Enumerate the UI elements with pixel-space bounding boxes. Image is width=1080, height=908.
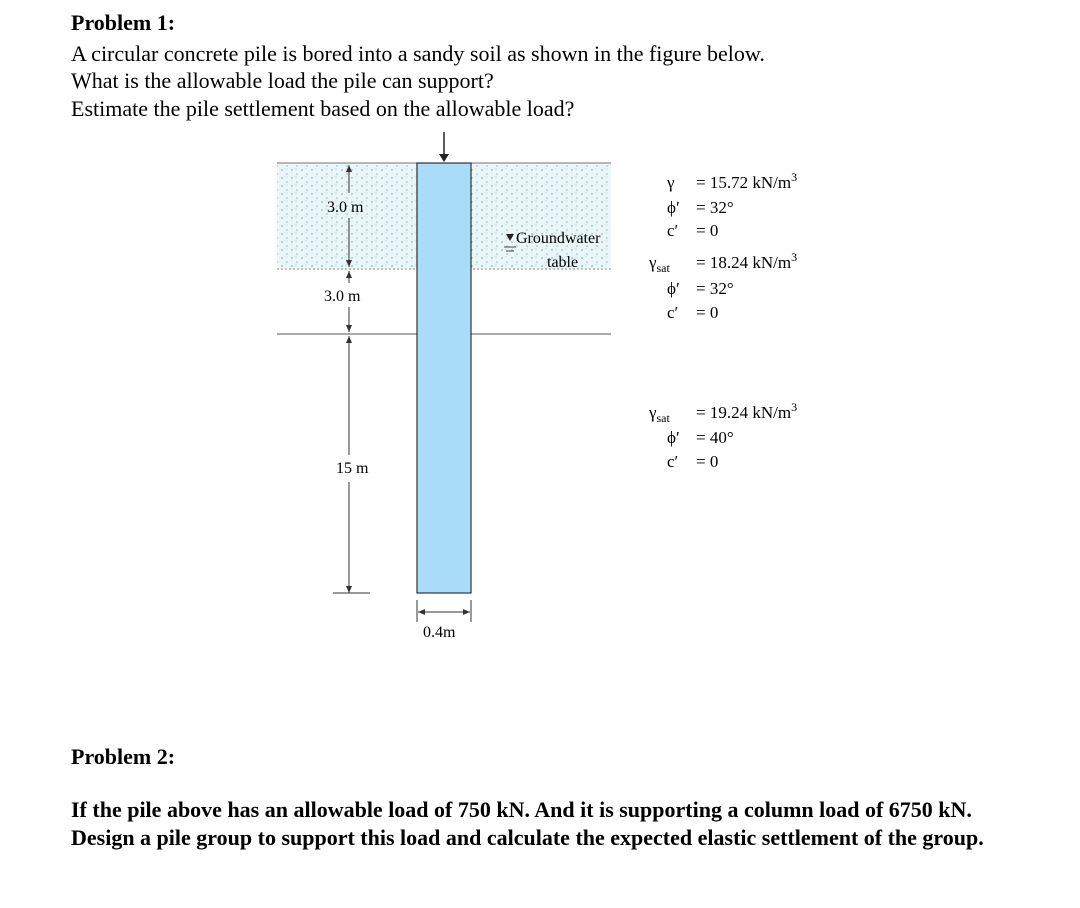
layer3-c-symbol: c′: [667, 452, 679, 471]
dim-label-top: 3.0 m: [327, 199, 364, 216]
layer1-c-value: = 0: [696, 221, 719, 240]
svg-text:= 15.72 kN/m3: [696, 170, 797, 192]
dim-label-middle: 3.0 m: [324, 288, 361, 305]
pile-diameter-label: 0.4m: [423, 624, 456, 641]
layer3-gamma-value: = 19.24 kN/m: [696, 403, 792, 422]
svg-text:= 18.24 kN/m3: [696, 250, 797, 272]
layer1-cube: 3: [791, 170, 798, 184]
layer1-phi-symbol: ϕ′: [667, 198, 680, 217]
problem1-line-2: What is the allowable load the pile can support?: [71, 68, 494, 93]
pile-shaft: [417, 163, 471, 593]
layer3-gamma-sub: sat: [656, 411, 670, 425]
dimension-diameter: [417, 600, 471, 622]
layer1-phi-value: = 32°: [696, 198, 734, 217]
problem2-title: Problem 2:: [71, 744, 176, 769]
layer2-c-value: = 0: [696, 303, 719, 322]
svg-text:γsat: [648, 253, 671, 275]
layer2-cube: 3: [791, 250, 798, 264]
svg-text:= 19.24 kN/m3: [696, 400, 797, 422]
layer3-phi-value: = 40°: [696, 428, 734, 447]
layer2-gamma-symbol: γ: [649, 253, 657, 272]
layer3-c-value: = 0: [696, 452, 719, 471]
svg-text:γsat: [648, 403, 671, 425]
problem1-title: Problem 1:: [71, 10, 176, 35]
sand-layer-right: [471, 163, 611, 269]
layer2-gamma-value: = 18.24 kN/m: [696, 253, 792, 272]
layer1-c-symbol: c′: [667, 221, 679, 240]
groundwater-label-line2: table: [547, 254, 579, 271]
sand-layer-left: [277, 163, 417, 269]
layer3-phi-symbol: ϕ′: [667, 428, 680, 447]
layer3-gamma-symbol: γ: [649, 403, 657, 422]
layer1-gamma-value: = 15.72 kN/m: [696, 173, 792, 192]
layer3-properties: [648, 400, 797, 471]
layer2-gamma-sub: sat: [656, 261, 670, 275]
layer2-phi-symbol: ϕ′: [667, 279, 680, 298]
layer1-gamma-symbol: γ: [667, 173, 675, 192]
problem2-text: If the pile above has an allowable load of 750 kN. And it is supporting a column load of 6750 kN. Design a pile group to support this load and calculate the expected elastic settlement of the group.: [71, 797, 984, 850]
layer1-properties: [666, 170, 797, 240]
layer2-c-symbol: c′: [667, 303, 679, 322]
problem1-line-3: Estimate the pile settlement based on the allowable load?: [71, 96, 575, 121]
layer3-cube: 3: [791, 400, 798, 414]
layer2-phi-value: = 32°: [696, 279, 734, 298]
load-arrowhead-icon: [439, 154, 449, 162]
dim-label-bottom: 15 m: [336, 460, 369, 477]
layer2-properties: [648, 250, 797, 322]
groundwater-label-line1: Groundwater: [516, 230, 601, 247]
problem1-line-1: A circular concrete pile is bored into a sandy soil as shown in the figure below.: [71, 41, 765, 66]
